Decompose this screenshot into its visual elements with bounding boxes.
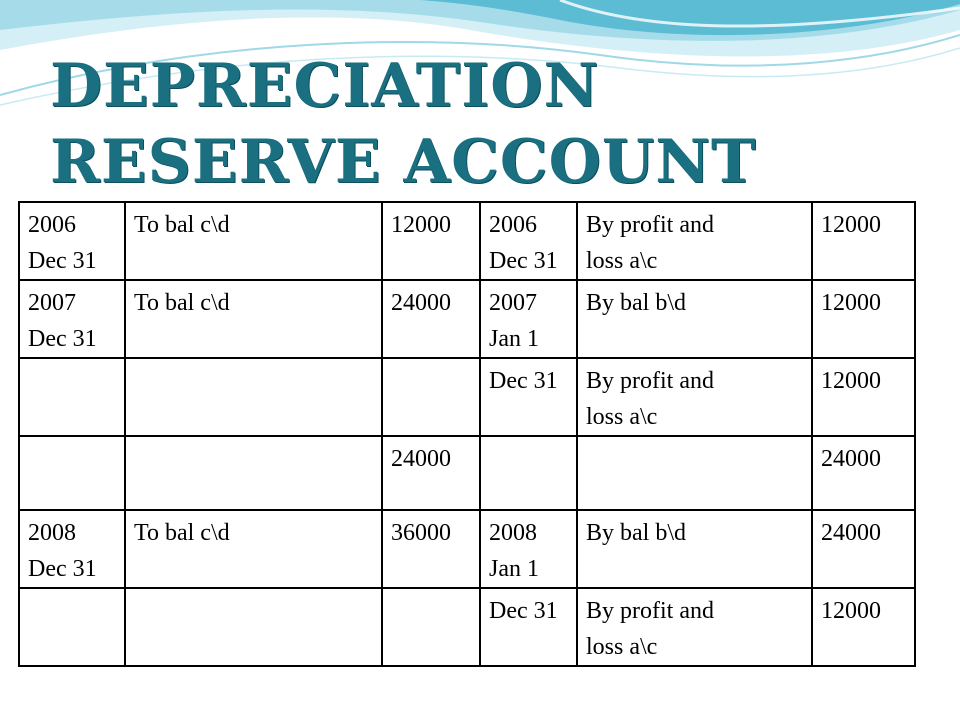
slide-title-line-2: RESERVE ACCOUNT bbox=[50, 127, 757, 197]
debit-amount-cell bbox=[382, 588, 480, 666]
credit-amount-cell: 12000 bbox=[812, 358, 915, 436]
slide-title-line-1: DEPRECIATION bbox=[50, 51, 600, 121]
debit-particulars-cell: To bal c\d bbox=[125, 202, 382, 280]
credit-date-cell: 2008 Jan 1 bbox=[480, 510, 577, 588]
debit-amount-cell: 24000 bbox=[382, 280, 480, 358]
credit-date-cell: 2007 Jan 1 bbox=[480, 280, 577, 358]
debit-particulars-cell bbox=[125, 588, 382, 666]
ledger-row bbox=[19, 202, 915, 280]
debit-date-cell: 2006 Dec 31 bbox=[19, 202, 125, 280]
credit-amount-cell: 24000 bbox=[812, 436, 915, 510]
debit-date-cell bbox=[19, 436, 125, 510]
slide-title bbox=[50, 48, 757, 200]
debit-amount-cell: 12000 bbox=[382, 202, 480, 280]
debit-particulars-cell: To bal c\d bbox=[125, 280, 382, 358]
ledger-row bbox=[19, 280, 915, 358]
ledger-row bbox=[19, 588, 915, 666]
credit-amount-cell: 12000 bbox=[812, 280, 915, 358]
credit-date-cell: Dec 31 bbox=[480, 358, 577, 436]
debit-amount-cell: 24000 bbox=[382, 436, 480, 510]
ledger-row bbox=[19, 436, 915, 510]
credit-amount-cell: 12000 bbox=[812, 588, 915, 666]
credit-particulars-cell: By profit and loss a\c bbox=[577, 202, 812, 280]
credit-particulars-cell: By profit and loss a\c bbox=[577, 358, 812, 436]
debit-amount-cell bbox=[382, 358, 480, 436]
debit-date-cell: 2007 Dec 31 bbox=[19, 280, 125, 358]
credit-amount-cell: 24000 bbox=[812, 510, 915, 588]
debit-date-cell bbox=[19, 358, 125, 436]
credit-particulars-cell: By bal b\d bbox=[577, 280, 812, 358]
credit-particulars-cell: By bal b\d bbox=[577, 510, 812, 588]
debit-particulars-cell bbox=[125, 358, 382, 436]
ledger-row bbox=[19, 358, 915, 436]
debit-particulars-cell bbox=[125, 436, 382, 510]
debit-particulars-cell: To bal c\d bbox=[125, 510, 382, 588]
credit-date-cell bbox=[480, 436, 577, 510]
credit-date-cell: Dec 31 bbox=[480, 588, 577, 666]
debit-date-cell: 2008 Dec 31 bbox=[19, 510, 125, 588]
debit-amount-cell: 36000 bbox=[382, 510, 480, 588]
credit-amount-cell: 12000 bbox=[812, 202, 915, 280]
credit-date-cell: 2006 Dec 31 bbox=[480, 202, 577, 280]
depreciation-ledger-table bbox=[18, 201, 916, 667]
credit-particulars-cell bbox=[577, 436, 812, 510]
debit-date-cell bbox=[19, 588, 125, 666]
ledger-row bbox=[19, 510, 915, 588]
credit-particulars-cell: By profit and loss a\c bbox=[577, 588, 812, 666]
